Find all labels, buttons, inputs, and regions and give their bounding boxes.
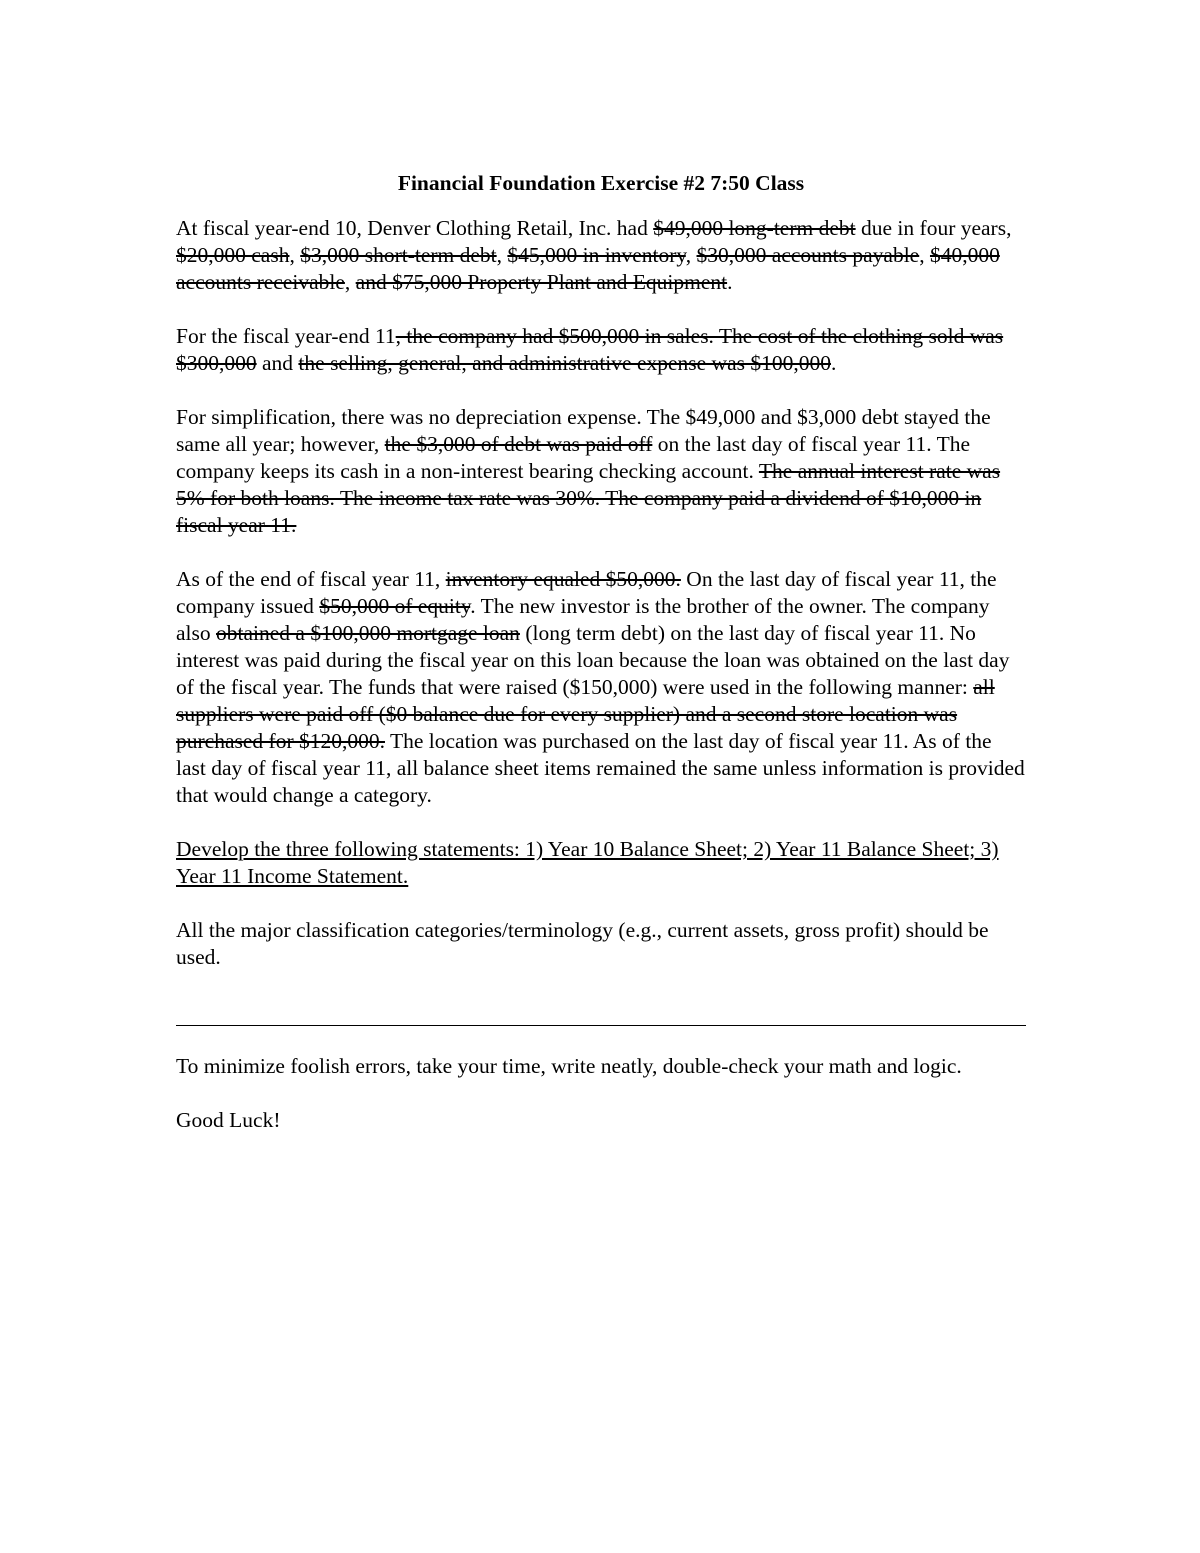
text-segment: For the fiscal year-end 11 bbox=[176, 324, 396, 348]
struck-text: $30,000 accounts payable bbox=[696, 243, 920, 267]
struck-text: $20,000 cash bbox=[176, 243, 290, 267]
struck-text: , the company had $500,000 in sales. The cost of the clothing sold was $300,000 bbox=[176, 324, 1004, 375]
struck-text: obtained a $100,000 mortgage loan bbox=[216, 621, 520, 645]
text-segment: , bbox=[289, 243, 301, 267]
text-segment: , bbox=[496, 243, 508, 267]
text-segment: . bbox=[831, 351, 837, 375]
text-segment: At fiscal year-end 10, Denver Clothing Retail, Inc. had bbox=[176, 216, 654, 240]
spacer bbox=[176, 998, 1026, 1025]
struck-text: the $3,000 of debt was paid off bbox=[384, 432, 653, 456]
text-segment: (long term debt) on the last day of fiscal year 11. No interest was paid during the fiscal year on this loan because the loan was obtained on the last day of the fiscal year. The funds that were raised ($150,000) were used in the following manner: bbox=[176, 621, 1010, 699]
paragraph-instructions bbox=[176, 836, 1026, 890]
text-segment: The location was purchased on the last day of fiscal year 11. As of the last day of fiscal year 11, all balance sheet items remained the same unless information is provided that would change a category. bbox=[176, 729, 1025, 807]
struck-text: and $75,000 Property Plant and Equipment bbox=[355, 270, 728, 294]
paragraph-minimize-errors: To minimize foolish errors, take your time, write neatly, double-check your math and logic. bbox=[176, 1054, 962, 1078]
struck-text: $50,000 of equity bbox=[319, 594, 471, 618]
document-page bbox=[176, 168, 1026, 1161]
text-segment: On the last day of fiscal year 11, the company issued bbox=[176, 567, 997, 618]
text-segment: due in four years, bbox=[855, 216, 1012, 240]
text-segment: on the last day of fiscal year 11. The company keeps its cash in a non-interest bearing checking account. bbox=[176, 432, 970, 483]
text-segment: . bbox=[727, 270, 733, 294]
struck-text: the selling, general, and administrative expense was $100,000 bbox=[298, 351, 831, 375]
struck-text: The annual interest rate was 5% for both loans. The income tax rate was 30%. The company paid a dividend of $10,000 in fiscal year 11. bbox=[176, 459, 1001, 537]
instructions-underlined: Develop the three following statements: 1) Year 10 Balance Sheet; 2) Year 11 Balance Sheet; 3) Year 11 Income Statement. bbox=[176, 837, 999, 888]
paragraph-simplification bbox=[176, 404, 1026, 539]
paragraph-good-luck: Good Luck! bbox=[176, 1108, 281, 1132]
struck-text: all suppliers were paid off ($0 balance due for every supplier) and a second store location was purchased for $120,000. bbox=[176, 675, 995, 753]
text-segment: As of the end of fiscal year 11, bbox=[176, 567, 446, 591]
paragraph-fiscal-year-11 bbox=[176, 323, 1026, 377]
text-segment: and bbox=[256, 351, 299, 375]
struck-text: $45,000 in inventory bbox=[507, 243, 686, 267]
text-segment: . The new investor is the brother of the owner. The company also bbox=[176, 594, 990, 645]
paragraph-classification: All the major classification categories/terminology (e.g., current assets, gross profit) should be used. bbox=[176, 918, 989, 969]
text-segment: , bbox=[344, 270, 356, 294]
paragraph-fiscal-year-10 bbox=[176, 215, 1026, 296]
document-title: Financial Foundation Exercise #2 7:50 Class bbox=[397, 171, 805, 195]
struck-text: $49,000 long-term debt bbox=[653, 216, 856, 240]
horizontal-divider bbox=[176, 1025, 1026, 1026]
text-segment: , bbox=[685, 243, 697, 267]
struck-text: $3,000 short-term debt bbox=[300, 243, 497, 267]
text-segment: For simplification, there was no depreciation expense. The $49,000 and $3,000 debt stayed the same all year; however, bbox=[176, 405, 991, 456]
struck-text: $40,000 accounts receivable bbox=[176, 243, 1000, 294]
struck-text: inventory equaled $50,000. bbox=[445, 567, 681, 591]
paragraph-end-of-year-11 bbox=[176, 566, 1026, 809]
text-segment: , bbox=[919, 243, 930, 267]
